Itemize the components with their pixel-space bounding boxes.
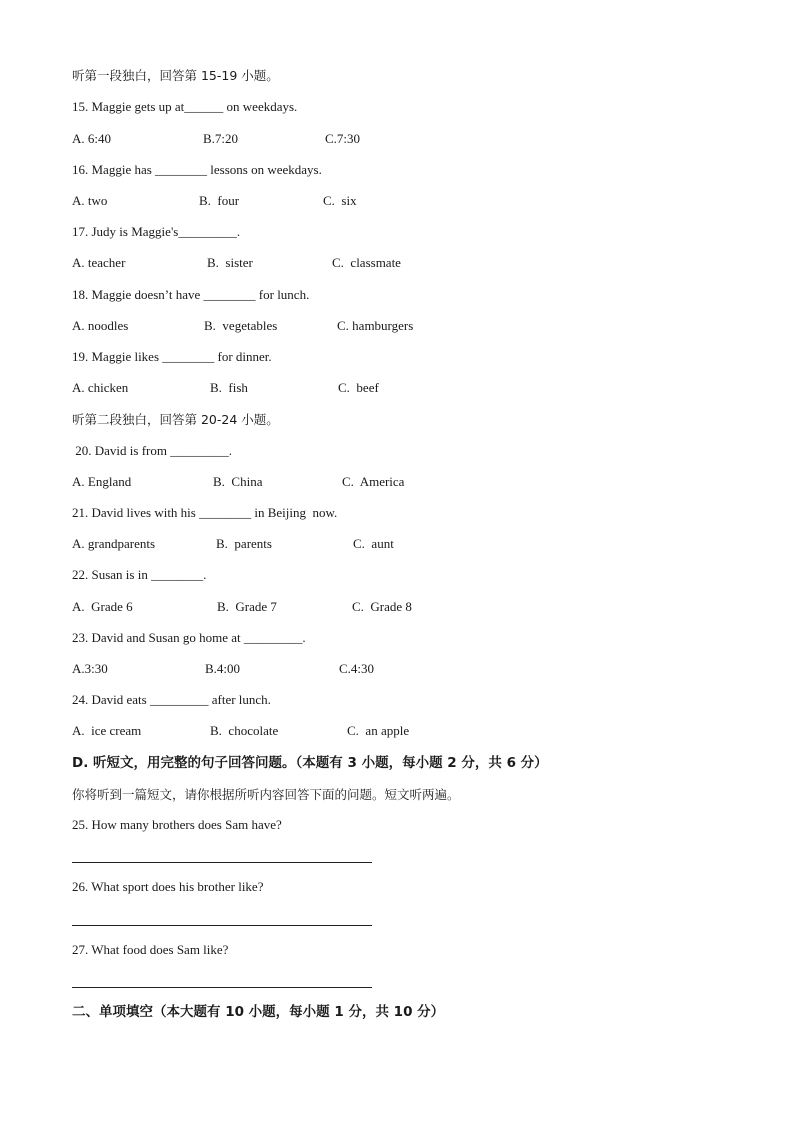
option-c: C.7:30 bbox=[325, 131, 361, 146]
question-stem: 27. What food does Sam like? bbox=[72, 942, 229, 957]
option-a: A. teacher bbox=[72, 255, 126, 270]
question-stem: 24. David eats _________ after lunch. bbox=[72, 692, 271, 707]
option-b: B. China bbox=[213, 474, 263, 489]
option-a: A. England bbox=[72, 474, 132, 489]
option-c: C. six bbox=[323, 193, 357, 208]
section-2-heading: 二、单项填空（本大题有 10 小题，每小题 1 分，共 10 分） bbox=[72, 1004, 445, 1020]
question-stem: 21. David lives with his ________ in Beijing now. bbox=[72, 505, 338, 520]
option-b: B. sister bbox=[207, 255, 253, 270]
option-c: C. Grade 8 bbox=[352, 599, 412, 614]
option-b: B. chocolate bbox=[210, 723, 279, 738]
option-b: B. Grade 7 bbox=[217, 599, 277, 614]
option-a: A. 6:40 bbox=[72, 131, 111, 146]
section-d-heading: D. 听短文，用完整的句子回答问题。（本题有 3 小题，每小题 2 分，共 6 分） bbox=[72, 755, 548, 771]
question-stem: 16. Maggie has ________ lessons on weekdays. bbox=[72, 162, 322, 177]
option-c: C.4:30 bbox=[339, 661, 375, 676]
option-c: C. hamburgers bbox=[337, 318, 414, 333]
option-c: C. classmate bbox=[332, 255, 401, 270]
option-b: B. vegetables bbox=[204, 318, 278, 333]
option-b: B. four bbox=[199, 193, 240, 208]
option-b: B. fish bbox=[210, 380, 248, 395]
option-b: B.4:00 bbox=[205, 661, 241, 676]
question-stem: 15. Maggie gets up at______ on weekdays. bbox=[72, 99, 298, 114]
option-a: A. two bbox=[72, 193, 108, 208]
answer-blank-line bbox=[72, 862, 372, 863]
option-a: A. grandparents bbox=[72, 536, 156, 551]
option-a: A. Grade 6 bbox=[72, 599, 133, 614]
question-stem: 25. How many brothers does Sam have? bbox=[72, 817, 282, 832]
option-a: A. noodles bbox=[72, 318, 129, 333]
question-stem: 23. David and Susan go home at _________. bbox=[72, 630, 306, 645]
question-stem: 19. Maggie likes ________ for dinner. bbox=[72, 349, 272, 364]
section2-intro: 听第二段独白，回答第 20-24 小题。 bbox=[72, 412, 279, 427]
option-a: A.3:30 bbox=[72, 661, 108, 676]
answer-blank-line bbox=[72, 925, 372, 926]
option-c: C. America bbox=[342, 474, 405, 489]
option-c: C. an apple bbox=[347, 723, 410, 738]
option-c: C. aunt bbox=[353, 536, 394, 551]
option-c: C. beef bbox=[338, 380, 379, 395]
question-stem: 26. What sport does his brother like? bbox=[72, 879, 264, 894]
option-b: B.7:20 bbox=[203, 131, 239, 146]
question-stem: 22. Susan is in ________. bbox=[72, 567, 207, 582]
question-stem: 17. Judy is Maggie's_________. bbox=[72, 224, 241, 239]
question-stem: 18. Maggie doesn’t have ________ for lunch. bbox=[72, 287, 310, 302]
section-d-instruction: 你将听到一篇短文，请你根据所听内容回答下面的问题。短文听两遍。 bbox=[72, 787, 460, 802]
answer-blank-line bbox=[72, 987, 372, 988]
option-a: A. ice cream bbox=[72, 723, 142, 738]
section1-intro: 听第一段独白，回答第 15-19 小题。 bbox=[72, 68, 279, 83]
option-b: B. parents bbox=[216, 536, 272, 551]
option-a: A. chicken bbox=[72, 380, 129, 395]
question-stem: 20. David is from _________. bbox=[72, 443, 232, 458]
